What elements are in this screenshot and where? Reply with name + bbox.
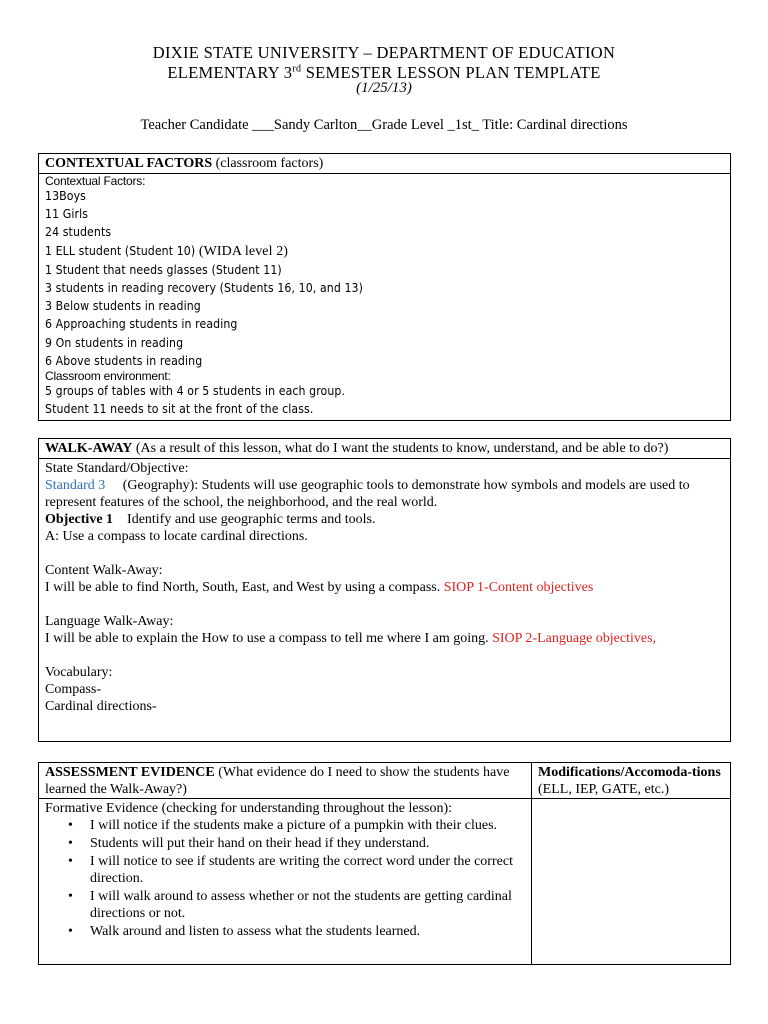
cf-line: 6 Above students in reading (45, 353, 203, 368)
header-line1: DIXIE STATE UNIVERSITY – DEPARTMENT OF EDUCATION (152, 43, 616, 62)
contextual-heading-bold: CONTEXTUAL FACTORS (45, 156, 213, 171)
assessment-heading-rest: (What evidence do I need to show the students have learned the Walk-Away?) (45, 765, 510, 797)
assessment-heading-bold: ASSESSMENT EVIDENCE (45, 765, 215, 780)
modifications-heading-rest: (ELL, IEP, GATE, etc.) (538, 782, 670, 797)
objective-1-text: Identify and use geographic terms and tools. (113, 512, 376, 527)
list-item: • I will notice if the students make a picture of a pumpkin with their clues. (45, 817, 525, 834)
language-walkaway (45, 630, 724, 647)
contextual-heading-rest: (classroom factors) (212, 156, 324, 171)
cf-line: 3 students in reading recovery (Students 16, 10, and 13) (45, 281, 363, 296)
cf-line: 3 Below students in reading (45, 299, 201, 314)
cf-ell-wida: (WIDA level 2) (198, 243, 289, 259)
language-walkaway-label: Language Walk-Away: (45, 614, 174, 629)
header-line2-sup: rd (292, 63, 302, 75)
assessment-body (39, 799, 531, 942)
cf-line: 11 Girls (45, 207, 89, 222)
cf-line: 1 Student that needs glasses (Student 11) (45, 262, 282, 277)
list-item: • I will walk around to assess whether or not the students are getting cardinal directions or not. (45, 888, 525, 922)
standard-3-text: (Geography): Students will use geographic tools to demonstrate how symbols and models are used to represent features of the school, the neighborhood, and the real world. (45, 478, 694, 510)
objective-1 (45, 511, 724, 528)
standard-3-label: Standard 3 (45, 478, 106, 493)
spacer (45, 647, 724, 664)
teacher-line: Teacher Candidate ___Sandy Carlton__Grade Level _1st_ Title: Cardinal directions (140, 117, 628, 133)
objective-1-label: Objective 1 (45, 512, 114, 527)
list-item: • I will notice to see if students are writing the correct word under the correct direction. (45, 853, 525, 887)
contextual-factors-box (38, 153, 731, 421)
vocabulary-label: Vocabulary: (45, 665, 113, 680)
formative-label: Formative Evidence (checking for understanding throughout the lesson): (45, 801, 453, 816)
state-standard-label: State Standard/Objective: (45, 461, 189, 476)
walkaway-box (38, 438, 731, 742)
walkaway-heading-bold: WALK-AWAY (45, 441, 133, 456)
list-item: • Walk around and listen to assess what the students learned. (45, 923, 525, 940)
cf-env-line: Student 11 needs to sit at the front of the class. (45, 402, 314, 417)
cf-line-ell (45, 242, 730, 261)
modifications-heading (532, 763, 730, 799)
contextual-heading (39, 154, 730, 174)
modifications-column (532, 763, 730, 964)
assessment-box (38, 762, 731, 965)
content-walkaway-text: I will be able to find North, South, East, and West by using a compass. (45, 580, 444, 595)
spacer (45, 545, 724, 562)
vocab-item: Cardinal directions- (45, 699, 157, 714)
content-walkaway (45, 579, 724, 596)
header-date: (1/25/13) (356, 80, 412, 96)
vocab-item: Compass- (45, 682, 101, 697)
content-walkaway-label: Content Walk-Away: (45, 563, 163, 578)
assessment-heading (39, 763, 531, 799)
header-line2-pre: ELEMENTARY 3 (167, 63, 293, 82)
cf-env-line: 5 groups of tables with 4 or 5 students in each group. (45, 384, 346, 399)
modifications-heading-bold: Modifications/Accomoda-tions (538, 765, 721, 780)
cf-line: 24 students (45, 225, 112, 240)
formative-list (45, 817, 525, 940)
contextual-factors-label: Contextual Factors: (45, 174, 146, 188)
content-siop: SIOP 1-Content objectives (443, 580, 594, 595)
list-item: • Students will put their hand on their head if they understand. (45, 835, 525, 852)
objective-a: A: Use a compass to locate cardinal directions. (45, 529, 308, 544)
walkaway-body (39, 459, 730, 715)
classroom-environment-label: Classroom environment: (45, 369, 171, 384)
cf-line: 6 Approaching students in reading (45, 317, 238, 332)
walkaway-heading-rest: (As a result of this lesson, what do I want the students to know, understand, and be able to do?) (132, 441, 669, 456)
cf-line: 9 On students in reading (45, 335, 184, 350)
spacer (45, 596, 724, 613)
standard-3 (45, 477, 724, 511)
cf-line: 13Boys (45, 189, 86, 203)
language-walkaway-text: I will be able to explain the How to use a compass to tell me where I am going. (45, 631, 493, 646)
language-siop: SIOP 2-Language objectives, (492, 631, 657, 646)
header-line2-post: SEMESTER LESSON PLAN TEMPLATE (301, 63, 601, 82)
walkaway-heading (39, 439, 730, 459)
assessment-column (39, 763, 532, 964)
cf-ell-pre: 1 ELL student (Student 10) (45, 243, 199, 258)
contextual-body (39, 175, 730, 418)
